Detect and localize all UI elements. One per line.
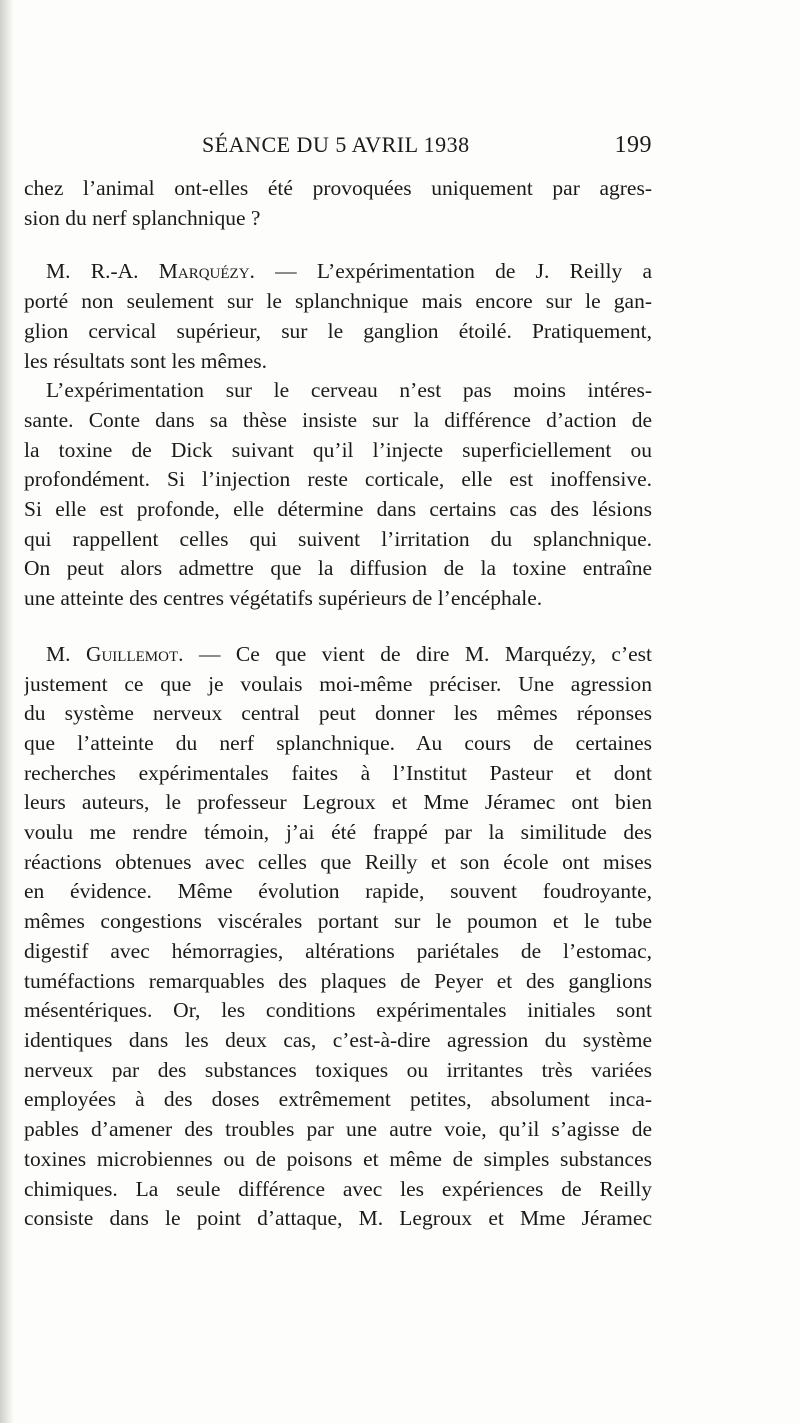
- text-line: toxines microbiennes ou de poisons et même de simples substances: [24, 1146, 652, 1171]
- text-line: consiste dans le point d’attaque, M. Legroux et Mme Jéramec: [24, 1206, 652, 1231]
- speaker-name: M. Guillemot.: [46, 641, 184, 666]
- text-line: tuméfactions remarquables des plaques de Peyer et des ganglions: [24, 968, 652, 993]
- text-line: Si elle est profonde, elle détermine dans certains cas des lésions: [24, 497, 652, 522]
- paragraph-guillemot: [24, 640, 652, 1234]
- speaker-name: M. R.-A. Marquézy.: [46, 259, 255, 284]
- text-line: L’expérimentation sur le cerveau n’est pas moins intéres-: [46, 378, 652, 403]
- page-edge-shadow: [0, 0, 14, 1423]
- text-line: sion du nerf splanchnique ?: [24, 205, 261, 230]
- page-number: 199: [614, 132, 652, 158]
- text-line: employées à des doses extrêmement petites, absolument inca-: [24, 1087, 652, 1112]
- text-line: glion cervical supérieur, sur le ganglion étoilé. Pratiquement,: [24, 318, 652, 343]
- text-line: [24, 257, 652, 287]
- text-line: profondément. Si l’injection reste corticale, elle est inoffensive.: [24, 467, 652, 492]
- paragraph-continuation: [24, 174, 652, 233]
- text-line: les résultats sont les mêmes.: [24, 348, 268, 373]
- text-line: justement ce que je voulais moi-même préciser. Une agression: [24, 671, 652, 696]
- text-line: du système nerveux central peut donner les mêmes réponses: [24, 701, 652, 726]
- text-line: nerveux par des substances toxiques ou irritantes très variées: [24, 1057, 652, 1082]
- text-line: chez l’animal ont-elles été provoquées uniquement par agres-: [24, 176, 652, 200]
- text-line: réactions obtenues avec celles que Reilly et son école ont mises: [24, 849, 652, 874]
- text-line: mêmes congestions viscérales portant sur le poumon et le tube: [24, 909, 652, 934]
- text-line: que l’atteinte du nerf splanchnique. Au cours de certaines: [24, 730, 652, 755]
- paragraph-marquezy: [24, 257, 652, 376]
- text-line: leurs auteurs, le professeur Legroux et Mme Jéramec ont bien: [24, 790, 652, 815]
- page-header: [24, 130, 652, 164]
- text-line: la toxine de Dick suivant qu’il l’injecte superficiellement ou: [24, 437, 652, 462]
- text-line: pables d’amener des troubles par une autre voie, qu’il s’agisse de: [24, 1117, 652, 1142]
- text-line: digestif avec hémorragies, altérations pariétales de l’estomac,: [24, 938, 652, 963]
- text-line: [24, 640, 652, 670]
- text-line: porté non seulement sur le splanchnique mais encore sur le gan-: [24, 289, 652, 314]
- text-line: identiques dans les deux cas, c’est-à-dire agression du système: [24, 1027, 652, 1052]
- text-line: sante. Conte dans sa thèse insiste sur la différence d’action de: [24, 407, 652, 432]
- text-line: en évidence. Même évolution rapide, souvent foudroyante,: [24, 879, 652, 904]
- running-title: SÉANCE DU 5 AVRIL 1938: [202, 132, 470, 157]
- text-segment: — Ce que vient de dire M. Marquézy, c’est: [183, 641, 652, 666]
- text-line: une atteinte des centres végétatifs supérieurs de l’encéphale.: [24, 586, 543, 611]
- text-line: mésentériques. Or, les conditions expérimentales initiales sont: [24, 998, 652, 1023]
- text-line: On peut alors admettre que la diffusion de la toxine entraîne: [24, 556, 652, 581]
- text-line: recherches expérimentales faites à l’Institut Pasteur et dont: [24, 760, 652, 785]
- document-page: [24, 130, 652, 1234]
- paragraph-cerveau: [24, 376, 652, 614]
- text-line: qui rappellent celles qui suivent l’irritation du splanchnique.: [24, 526, 652, 551]
- text-line: chimiques. La seule différence avec les expériences de Reilly: [24, 1176, 652, 1201]
- text-segment: — L’expérimentation de J. Reilly a: [254, 259, 652, 284]
- text-line: voulu me rendre témoin, j’ai été frappé par la similitude des: [24, 820, 652, 845]
